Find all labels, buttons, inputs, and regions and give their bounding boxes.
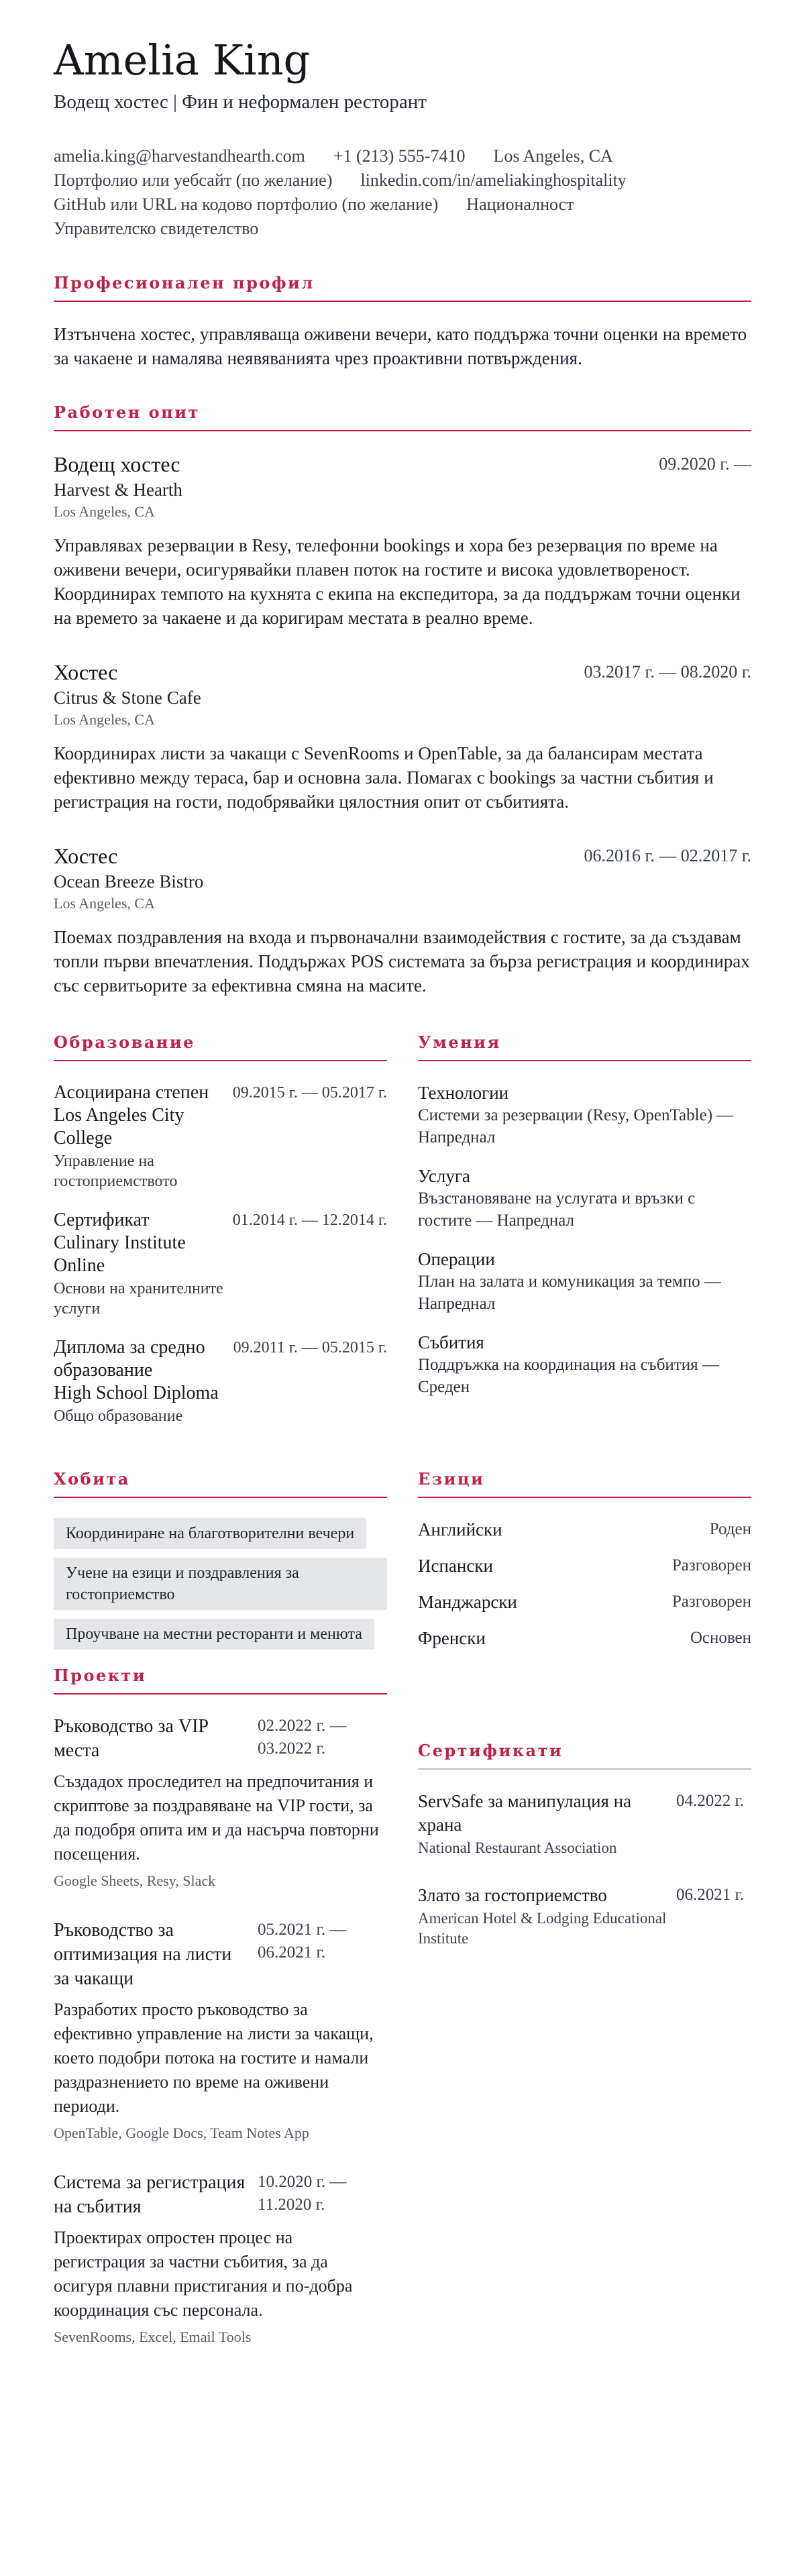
projects-section-title: Проекти — [54, 1666, 147, 1686]
skill-category: Услуга — [418, 1166, 470, 1187]
skill-category: Събития — [418, 1332, 484, 1353]
skill-category: Технологии — [418, 1083, 509, 1104]
certificate-entry — [418, 1884, 751, 1949]
job-company: Citrus & Stone Cafe — [54, 688, 201, 708]
project-description: Създадох проследител на предпочитания и скриптове за поздравяване на VIP гости, за да подобря опита им и да насърча повторни посещения. — [54, 1772, 379, 1864]
job-date: 09.2020 г. — — [659, 454, 751, 474]
section-skills — [418, 1032, 751, 1398]
job-description: Поемах поздравления на входа и първоначални взаимодействия с гостите, за да създавам топли първи впечатления. Поддържах POS системата за бърза регистрация и координирах със сервитьорите за ефективна смяна на масите. — [54, 927, 750, 996]
language-name: Английски — [418, 1519, 502, 1540]
education-date: 01.2014 г. — 12.2014 г. — [232, 1212, 387, 1230]
certificate-name: ServSafe за манипулация на храна — [418, 1791, 632, 1835]
contact-linkedin: linkedin.com/in/ameliakinghospitality — [360, 170, 627, 191]
certificate-date: 04.2022 г. — [676, 1792, 745, 1811]
project-date: 10.2020 г. — 11.2020 г. — [258, 2173, 347, 2214]
skill-entry — [418, 1165, 751, 1232]
contact-row-3 — [54, 193, 751, 217]
section-divider — [418, 1497, 751, 1498]
section-divider — [54, 1693, 387, 1695]
certificate-name: Злато за гостоприемство — [418, 1885, 607, 1906]
education-degree: Сертификат — [54, 1210, 150, 1231]
section-profile — [54, 273, 751, 370]
language-level: Разговорен — [672, 1556, 751, 1575]
education-entry — [54, 1081, 387, 1191]
columns-education-skills — [54, 1032, 751, 1426]
contact-license: Управителско свидетелство — [54, 219, 259, 239]
job-title: Хостес — [54, 844, 118, 869]
project-title: Ръководство за VIP места — [54, 1716, 208, 1762]
profile-summary: Изтънчена хостес, управляваща оживени вечери, като поддържа точни оценки на времето за чакаене и намалява неявяванията чрез проактивни потвърждения. — [54, 324, 747, 369]
language-entry — [418, 1627, 751, 1650]
section-hobbies — [54, 1469, 387, 1650]
job-company: Harvest & Hearth — [54, 480, 182, 500]
section-divider — [418, 1768, 751, 1770]
section-certificates — [418, 1741, 751, 1949]
education-field: Общо образование — [54, 1407, 183, 1426]
job-entry — [54, 843, 751, 998]
job-date: 06.2016 г. — 02.2017 г. — [584, 846, 751, 866]
project-date: 05.2021 г. — 06.2021 г. — [258, 1921, 347, 1962]
education-school: High School Diploma — [54, 1383, 219, 1404]
language-entry — [418, 1591, 751, 1613]
contact-row-1 — [54, 144, 751, 168]
project-date: 02.2022 г. — 03.2022 г. — [258, 1717, 347, 1758]
education-school: Culinary Institute Online — [54, 1232, 186, 1277]
certificate-issuer: National Restaurant Association — [418, 1839, 617, 1857]
job-date: 03.2017 г. — 08.2020 г. — [584, 662, 751, 682]
education-section-title: Образование — [54, 1032, 195, 1053]
education-entry — [54, 1336, 387, 1426]
project-description: Проектирах опростен процес на регистрация за частни събития, за да осигуря плавни пристигания и по-добра координация със персонала. — [54, 2228, 353, 2320]
section-education — [54, 1032, 387, 1426]
education-school: Los Angeles City College — [54, 1105, 184, 1149]
hobbies-section-title: Хобита — [54, 1469, 130, 1489]
language-entry — [418, 1518, 751, 1541]
project-title: Ръководство за оптимизация на листи за чакащи — [54, 1920, 232, 1990]
contact-block — [54, 144, 751, 241]
certificate-entry — [418, 1790, 751, 1858]
hobby-tag: Учене на езици и поздравления за гостоприемство — [54, 1558, 387, 1610]
project-title: Система за регистрация на събития — [54, 2172, 246, 2218]
contact-phone: +1 (213) 555-7410 — [333, 146, 466, 166]
contact-row-2 — [54, 168, 751, 193]
job-company: Ocean Breeze Bistro — [54, 871, 204, 892]
contact-github: GitHub или URL на кодово портфолио (по желание) — [54, 195, 439, 215]
section-divider — [418, 1060, 751, 1061]
person-headline: Водещ хостес | Фин и неформален ресторант — [54, 91, 427, 113]
education-entry — [54, 1209, 387, 1319]
skill-detail: Поддръжка на координация на събития — Среден — [418, 1356, 719, 1397]
education-degree: Диплома за средно образование — [54, 1337, 205, 1381]
certificates-section-title: Сертификати — [418, 1741, 564, 1761]
certificate-issuer: American Hotel & Lodging Educational Institute — [418, 1910, 667, 1947]
language-level: Основен — [690, 1629, 751, 1648]
education-field: Управление на гостоприемството — [54, 1152, 178, 1191]
skill-detail: Системи за резервации (Resy, OpenTable) — Напреднал — [418, 1106, 734, 1147]
hobby-tag: Координиране на благотворителни вечери — [54, 1518, 366, 1549]
project-tools: SevenRooms, Excel, Email Tools — [54, 2328, 252, 2346]
language-level: Разговорен — [672, 1593, 751, 1611]
project-entry — [54, 2171, 387, 2347]
skill-category: Операции — [418, 1249, 495, 1270]
project-description: Разработих просто ръководство за ефективно управление на листи за чакащи, което подобри потока на гостите и намали раздразнението по време на оживени периоди. — [54, 2000, 374, 2116]
section-languages — [418, 1469, 751, 1650]
language-entry — [418, 1554, 751, 1577]
contact-row-4 — [54, 217, 751, 241]
contact-portfolio: Портфолио или уебсайт (по желание) — [54, 170, 333, 191]
job-location: Los Angeles, CA — [54, 503, 155, 521]
job-location: Los Angeles, CA — [54, 711, 155, 729]
education-degree: Асоциирана степен — [54, 1082, 209, 1104]
job-entry — [54, 451, 751, 630]
skills-section-title: Умения — [418, 1032, 501, 1053]
skill-entry — [418, 1248, 751, 1315]
languages-section-title: Езици — [418, 1469, 485, 1489]
education-date: 09.2011 г. — 05.2015 г. — [233, 1339, 387, 1357]
columns-hobbies-languages — [54, 1469, 751, 1650]
education-date: 09.2015 г. — 05.2017 г. — [232, 1084, 387, 1102]
project-entry — [54, 1919, 387, 2143]
project-tools: OpenTable, Google Docs, Team Notes App — [54, 2125, 309, 2142]
language-name: Френски — [418, 1628, 486, 1649]
experience-section-title: Работен опит — [54, 402, 200, 423]
profile-section-title: Професионален профил — [54, 273, 315, 293]
columns-projects-certificates — [54, 1666, 751, 2347]
job-entry — [54, 659, 751, 814]
skill-detail: План на залата и комуникация за темпо — Напреднал — [418, 1273, 721, 1313]
job-description: Управлявах резервации в Resy, телефонни bookings и хора без резервация по време на оживени вечери, осигурявайки плавен поток на гостите и висока удовлетвореност. Координирах темпото на кухнята с екипа на експедитора, за да поддържам точни оценки на времето за чакаене и да коригирам местата в реално време. — [54, 535, 741, 629]
job-description: Координирах листи за чакащи с SevenRooms и OpenTable, за да балансирам местата ефективно между тераса, бар и основна зала. Помагах с bookings за частни събития и регистрация на гости, подобрявайки цялостния опит от събитията. — [54, 743, 714, 812]
resume-header — [54, 35, 751, 241]
skill-detail: Възстановяване на услугата и връзки с гостите — Напреднал — [418, 1189, 696, 1230]
section-projects — [54, 1666, 387, 2347]
language-name: Испански — [418, 1556, 493, 1576]
project-entry — [54, 1715, 387, 1890]
contact-nationality: Националност — [466, 195, 574, 215]
education-field: Основи на хранителните услуги — [54, 1280, 223, 1318]
job-title: Хостес — [54, 660, 118, 685]
section-divider — [54, 430, 751, 431]
section-divider — [54, 1060, 387, 1061]
language-level: Роден — [709, 1520, 751, 1539]
person-name: Amelia King — [54, 36, 311, 85]
section-divider — [54, 1497, 387, 1498]
section-divider — [54, 301, 751, 302]
contact-location: Los Angeles, CA — [493, 146, 613, 166]
skill-entry — [418, 1081, 751, 1148]
hobby-tag: Проучване на местни ресторанти и менюта — [54, 1619, 374, 1650]
job-title: Водещ хостес — [54, 452, 180, 477]
contact-email: amelia.king@harvestandhearth.com — [54, 146, 305, 166]
certificate-date: 06.2021 г. — [676, 1886, 745, 1904]
section-experience — [54, 402, 751, 998]
project-tools: Google Sheets, Resy, Slack — [54, 1872, 216, 1890]
language-name: Манджарски — [418, 1592, 517, 1613]
job-location: Los Angeles, CA — [54, 895, 155, 912]
skill-entry — [418, 1331, 751, 1398]
